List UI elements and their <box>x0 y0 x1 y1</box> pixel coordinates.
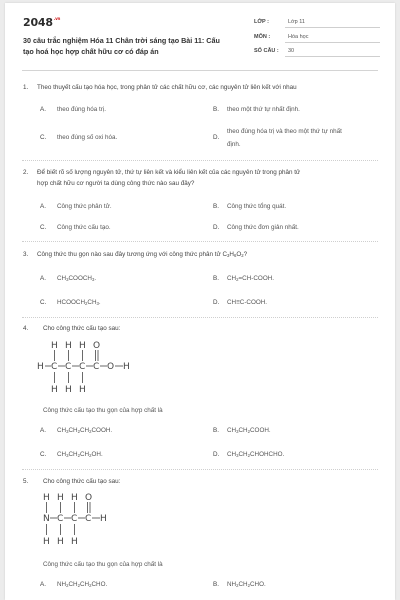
q4-option-c-letter: C. <box>40 451 47 458</box>
count-label: SỐ CÂU : <box>254 48 279 54</box>
q4-subtext: Công thức cấu tạo thu gọn của hợp chất là <box>43 407 163 414</box>
q4-text: Cho công thức cấu tạo sau: <box>43 325 121 332</box>
q1-separator <box>22 160 378 161</box>
svg-text:C: C <box>79 362 86 372</box>
q1-option-b-letter: B. <box>213 106 219 113</box>
count-underline <box>285 56 380 57</box>
q3-option-c-letter: C. <box>40 299 47 306</box>
svg-text:H: H <box>79 341 86 351</box>
q2-text-line1: Để biết rõ số lượng nguyên tử, thứ tự liên kết và kiểu liên kết của các nguyên tử trong phân tử <box>37 169 301 176</box>
subject-value: Hóa học <box>288 34 309 40</box>
q2-option-a-letter: A. <box>40 203 46 210</box>
class-underline <box>285 27 380 28</box>
q5-text: Cho công thức cấu tạo sau: <box>43 478 121 485</box>
site-logo[interactable] <box>23 16 60 29</box>
svg-text:H: H <box>100 514 107 524</box>
q1-option-b[interactable]: theo một thứ tự nhất định. <box>227 106 300 113</box>
q4-option-c[interactable]: $CH_3CH_2CH_2OH$. <box>57 451 103 458</box>
q2-option-d[interactable]: Công thức đơn giản nhất. <box>227 224 299 231</box>
q4-option-d[interactable]: $CH_3CH_2CHOHCHO$. <box>227 451 285 458</box>
svg-text:C: C <box>93 362 100 372</box>
q3-number: 3. <box>23 251 29 258</box>
svg-text:H: H <box>71 493 78 503</box>
q4-number: 4. <box>23 325 29 332</box>
q2-option-c-letter: C. <box>40 224 47 231</box>
q5-structural-formula <box>38 490 188 552</box>
svg-text:C: C <box>51 362 58 372</box>
q2-option-a[interactable]: Công thức phân tử. <box>57 203 112 210</box>
q3-option-c[interactable]: $HCOOCH_2CH_3$. <box>57 299 101 306</box>
q3-option-a-letter: A. <box>40 275 46 282</box>
q3-option-b-letter: B. <box>213 275 219 282</box>
svg-text:C: C <box>57 514 64 524</box>
subject-underline <box>285 42 380 43</box>
q2-option-b-letter: B. <box>213 203 219 210</box>
q5-number: 5. <box>23 478 29 485</box>
q2-number: 2. <box>23 169 29 176</box>
q2-text-line2: hợp chất hữu cơ người ta dùng công thức nào sau đây? <box>37 180 195 187</box>
q5-subtext: Công thức cấu tạo thu gọn của hợp chất là <box>43 561 163 568</box>
q3-option-d-letter: D. <box>213 299 220 306</box>
header-divider <box>22 70 378 71</box>
q4-option-b-letter: B. <box>213 427 219 434</box>
q5-option-b-letter: B. <box>213 581 219 588</box>
q1-option-d-letter: D. <box>213 134 220 141</box>
q3-text: Công thức thu gọn nào sau đây tương ứng với công thức phân tử $C_3H_6O_2$? <box>37 251 248 258</box>
svg-text:O: O <box>93 341 101 351</box>
class-value: Lớp 11 <box>288 19 305 25</box>
q5-option-a[interactable]: $NH_2CH_2CH_2CHO$. <box>57 581 108 588</box>
document-title <box>23 35 245 57</box>
svg-text:H: H <box>43 493 50 503</box>
svg-text:H: H <box>51 385 58 395</box>
svg-text:C: C <box>71 514 78 524</box>
subject-label: MÔN : <box>254 34 271 40</box>
title-line-1: 30 câu trắc nghiệm Hóa 11 Chân trời sáng tạo Bài 11: Cấu <box>23 36 220 45</box>
logo-suffix: .vn <box>53 16 61 22</box>
q3-option-a[interactable]: $CH_3COOCH_3$. <box>57 275 97 282</box>
q4-option-a[interactable]: $CH_3CH_2CH_2COOH$. <box>57 427 113 434</box>
q4-structural-formula <box>35 338 185 400</box>
q1-option-c[interactable]: theo đúng số oxi hóa. <box>57 134 118 141</box>
svg-text:H: H <box>65 385 72 395</box>
q2-option-d-letter: D. <box>213 224 220 231</box>
q1-number: 1. <box>23 84 29 91</box>
document-page <box>5 3 395 600</box>
svg-text:H: H <box>79 385 86 395</box>
q4-option-d-letter: D. <box>213 451 220 458</box>
svg-text:H: H <box>37 362 44 372</box>
svg-text:O: O <box>107 362 115 372</box>
title-line-2: tạo hoá học hợp chất hữu cơ có đáp án <box>23 47 159 56</box>
svg-text:H: H <box>57 537 64 547</box>
q4-option-b[interactable]: $CH_3CH_2COOH$. <box>227 427 271 434</box>
count-value: 30 <box>288 48 295 54</box>
q5-option-a-letter: A. <box>40 581 46 588</box>
q5-option-b[interactable]: $NH_2CH_2CHO$. <box>227 581 266 588</box>
svg-text:O: O <box>85 493 93 503</box>
logo-text: 2048 <box>23 16 53 29</box>
q1-option-c-letter: C. <box>40 134 47 141</box>
q2-option-c[interactable]: Công thức cấu tạo. <box>57 224 111 231</box>
q1-text: Theo thuyết cấu tạo hóa học, trong phân tử các chất hữu cơ, các nguyên tử liên kết với nhau <box>37 84 297 91</box>
svg-text:H: H <box>57 493 64 503</box>
q1-option-d-line1[interactable]: theo đúng hóa trị và theo một thứ tự nhất <box>227 128 342 135</box>
svg-text:N: N <box>43 514 50 524</box>
q3-option-d[interactable]: CH≡C-COOH. <box>227 299 268 306</box>
svg-text:H: H <box>123 362 130 372</box>
svg-text:H: H <box>71 537 78 547</box>
q3-option-b[interactable]: $CH_2=CH$-COOH. <box>227 275 275 282</box>
svg-text:H: H <box>51 341 58 351</box>
svg-text:C: C <box>65 362 72 372</box>
q1-option-a-letter: A. <box>40 106 46 113</box>
q2-separator <box>22 241 378 242</box>
svg-text:C: C <box>85 514 92 524</box>
q3-separator <box>22 317 378 318</box>
q1-option-d-line2[interactable]: định. <box>227 141 241 148</box>
svg-text:H: H <box>43 537 50 547</box>
q4-option-a-letter: A. <box>40 427 46 434</box>
q2-option-b[interactable]: Công thức tổng quát. <box>227 203 287 210</box>
class-label: LỚP : <box>254 19 269 25</box>
q4-separator <box>22 469 378 470</box>
q1-option-a[interactable]: theo đúng hóa trị. <box>57 106 107 113</box>
svg-text:H: H <box>65 341 72 351</box>
